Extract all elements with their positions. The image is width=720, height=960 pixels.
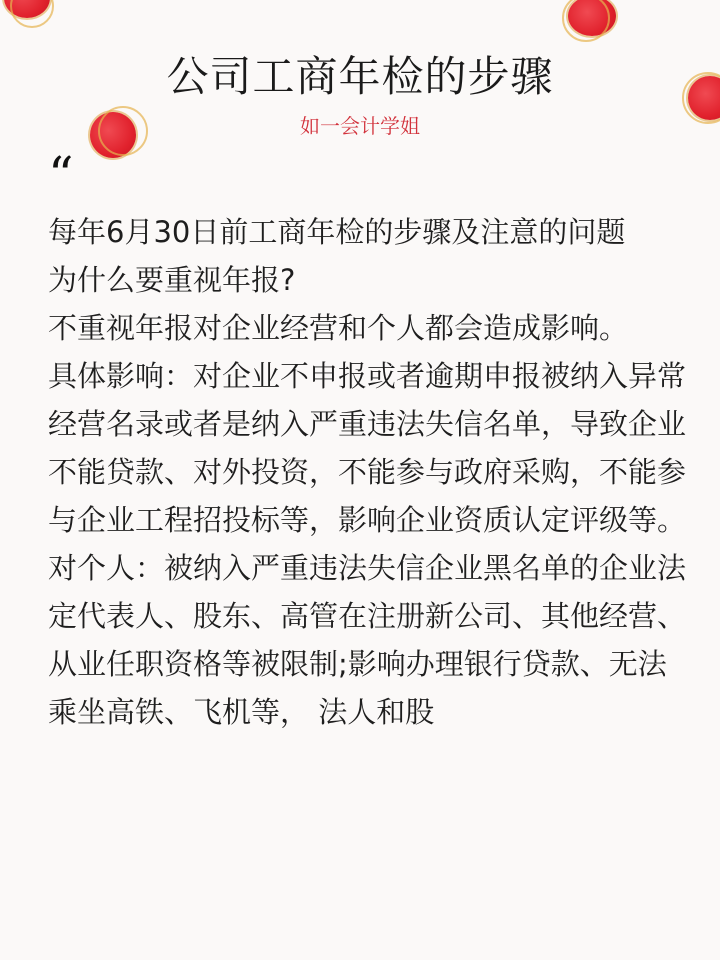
article-body (48, 208, 688, 736)
decorative-red-circle (4, 0, 50, 18)
paragraph-heading: 每年6月30日前工商年检的步骤及注意的问题 (48, 215, 626, 249)
paragraph-question: 为什么要重视年报? (48, 263, 296, 297)
quote-mark-icon: “ (48, 146, 74, 204)
paragraph-company-impact: 具体影响：对企业不申报或者逾期申报被纳入异常经营名录或者是纳入严重违法失信名单，导致企业不能贷款、对外投资，不能参与政府采购，不能参与企业工程招投标等，影响企业资质认定评级等。 (48, 359, 687, 537)
paragraph-personal-impact: 对个人：被纳入严重违法失信企业黑名单的企业法定代表人、股东、高管在注册新公司、其他经营、从业任职资格等被限制;影响办理银行贷款、无法乘坐高铁、飞机等， 法人和股 (48, 551, 687, 729)
author-name: 如一会计学姐 (300, 114, 420, 138)
decorative-red-circle (568, 0, 616, 36)
page-title: 公司工商年检的步骤 (166, 52, 554, 101)
paragraph-intro: 不重视年报对企业经营和个人都会造成影响。 (48, 311, 629, 345)
